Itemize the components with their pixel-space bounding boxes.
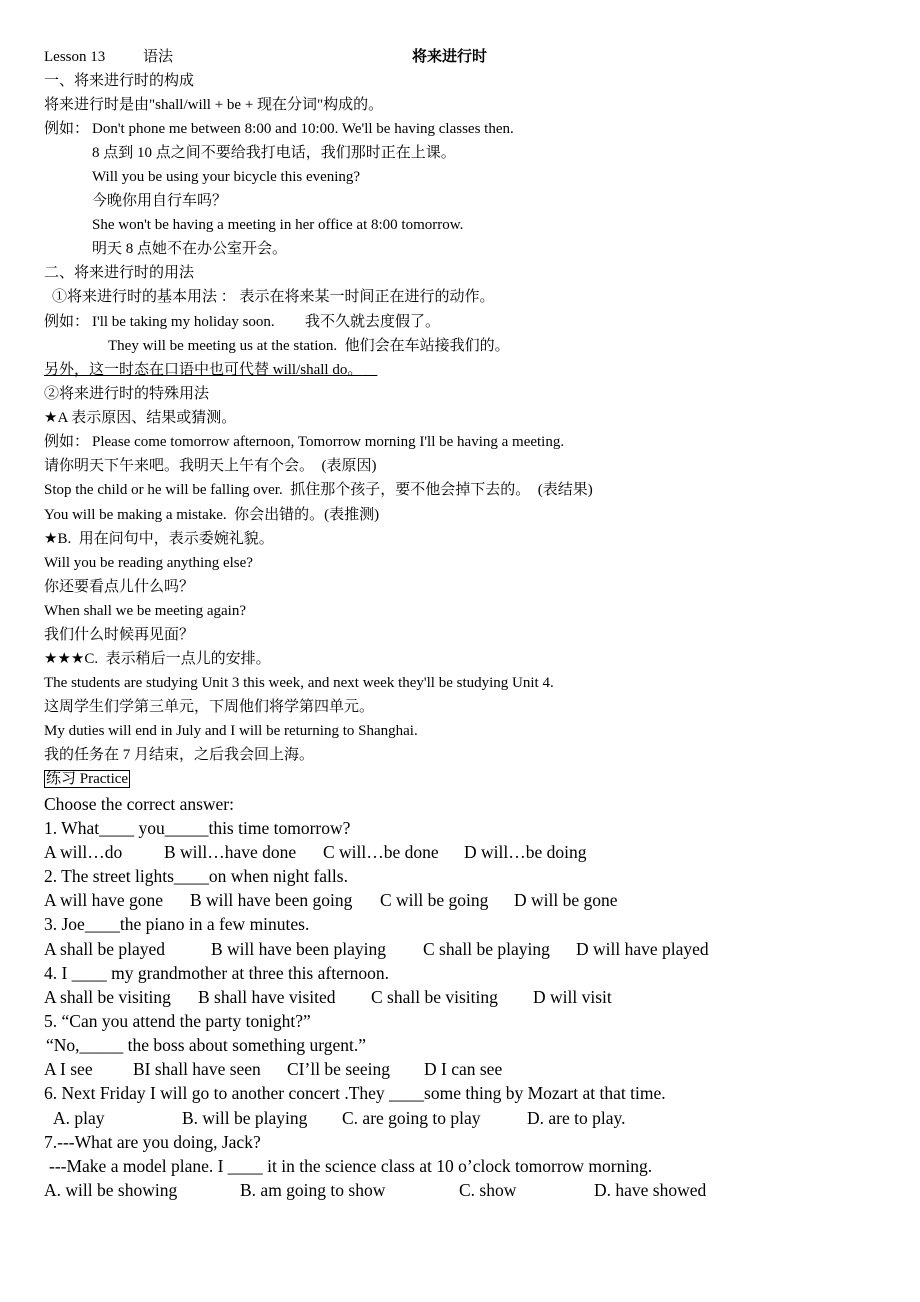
basic-usage: ①将来进行时的基本用法 ： 表示在将来某一时间正在进行的动作。 [52, 289, 495, 305]
usage-a-example-1-english: Please come tomorrow afternoon, Tomorrow morning I'll be having a meeting. [92, 434, 565, 450]
usage-b-example-1-english: Will you be reading anything else? [44, 555, 253, 571]
question-6: 6. Next Friday I will go to another concert .They ____some thing by Mozart at that time. [44, 1083, 666, 1103]
example-1-english: Don't phone me between 8:00 and 10:00. We'll be having classes then. [92, 121, 514, 137]
question-7-option-d: D. have showed [594, 1180, 707, 1200]
usage-b-heading: ★B. 用在问句中，表示委婉礼貌。 [44, 531, 274, 547]
example-3-english: She won't be having a meeting in her office at 8:00 tomorrow. [92, 217, 464, 233]
question-4-option-c: C shall be visiting [371, 987, 498, 1007]
usage-note-text: 另外，这一时态在口语中也可代替 will/shall do。 [44, 362, 363, 378]
example-3-chinese: 明天 8 点她不在办公室开会。 [92, 241, 288, 257]
lesson-label: Lesson 13 [44, 49, 106, 65]
question-4: 4. I ____ my grandmother at three this afternoon. [44, 963, 390, 983]
question-3-option-d: D will have played [576, 939, 709, 959]
question-5-line-2: “No,_____ the boss about something urgent.” [46, 1035, 366, 1055]
question-6-option-b: B. will be playing [182, 1108, 308, 1128]
section-1-definition: 将来进行时是由"shall/will + be + 现在分词"构成的。 [44, 97, 384, 113]
practice-label: 练习 Practice [46, 771, 129, 787]
example-4-chinese: 我不久就去度假了。 [305, 314, 441, 330]
section-2-heading: 二、将来进行时的用法 [44, 265, 195, 281]
question-1: 1. What____ you_____this time tomorrow? [44, 818, 351, 838]
question-7-line-2: ---Make a model plane. I ____ it in the science class at 10 o’clock tomorrow morning. [49, 1156, 653, 1176]
example-5: They will be meeting us at the station. 他们会在车站接我们的。 [108, 338, 510, 354]
question-1-option-b: B will…have done [164, 842, 297, 862]
topic-label: 语法 [143, 49, 174, 65]
practice-instruction: Choose the correct answer: [44, 794, 234, 814]
question-3-option-b: B will have been playing [211, 939, 386, 959]
usage-b-example-2-chinese: 我们什么时候再见面？ [44, 627, 195, 643]
usage-a-heading: ★A 表示原因、结果或猜测。 [44, 410, 237, 426]
usage-a-example-1-chinese: 请你明天下午来吧。我明天上午有个会。 (表原因) [44, 458, 377, 474]
usage-note-underline-tail [362, 362, 377, 378]
usage-c-example-1-chinese: 这周学生们学第三单元，下周他们将学第四单元。 [44, 699, 375, 715]
usage-c-example-1-english: The students are studying Unit 3 this week, and next week they'll be studying Unit 4. [44, 675, 554, 691]
question-2-option-d: D will be gone [514, 890, 618, 910]
example-1-label: 例如： [44, 121, 90, 137]
question-2-option-a: A will have gone [44, 890, 164, 910]
question-5-option-a: A I see [44, 1059, 93, 1079]
question-2-option-b: B will have been going [190, 890, 353, 910]
question-6-option-c: C. are going to play [342, 1108, 481, 1128]
question-3-option-a: A shall be played [44, 939, 166, 959]
question-4-option-d: D will visit [533, 987, 612, 1007]
example-4-label: 例如： [44, 314, 90, 330]
question-3: 3. Joe____the piano in a few minutes. [44, 914, 310, 934]
question-6-option-d: D. are to play. [527, 1108, 626, 1128]
special-usage-heading: ②将来进行时的特殊用法 [44, 386, 210, 402]
usage-a-example-2: Stop the child or he will be falling over. 抓住那个孩子，要不他会掉下去的。 (表结果) [44, 482, 593, 498]
question-4-option-b: B shall have visited [198, 987, 336, 1007]
question-4-option-a: A shall be visiting [44, 987, 171, 1007]
example-2-english: Will you be using your bicycle this evening? [92, 169, 361, 185]
question-7-option-a: A. will be showing [44, 1180, 178, 1200]
usage-b-example-2-english: When shall we be meeting again? [44, 603, 247, 619]
usage-c-example-2-english: My duties will end in July and I will be returning to Shanghai. [44, 723, 418, 739]
practice-section [44, 769, 130, 789]
page-title: 将来进行时 [412, 49, 488, 65]
question-2: 2. The street lights____on when night falls. [44, 866, 348, 886]
question-5-option-d: D I can see [424, 1059, 503, 1079]
question-3-option-c: C shall be playing [423, 939, 550, 959]
question-1-option-a: A will…do [44, 842, 123, 862]
question-1-option-c: C will…be done [323, 842, 439, 862]
usage-b-example-1-chinese: 你还要看点儿什么吗？ [44, 579, 195, 595]
example-4-english: I'll be taking my holiday soon. [92, 314, 275, 330]
section-1-heading: 一、将来进行时的构成 [44, 73, 195, 89]
question-5-line-1: 5. “Can you attend the party tonight?” [44, 1011, 311, 1031]
usage-a-example-3: You will be making a mistake. 你会出错的。(表推测) [44, 507, 380, 523]
question-5-option-b: BI shall have seen [133, 1059, 261, 1079]
usage-a-example-1-label: 例如： [44, 434, 90, 450]
usage-c-heading: ★★★C. 表示稍后一点儿的安排。 [44, 651, 271, 667]
question-7-option-c: C. show [459, 1180, 517, 1200]
question-1-option-d: D will…be doing [464, 842, 587, 862]
question-5-option-c: CI’ll be seeing [287, 1059, 391, 1079]
example-2-chinese: 今晚你用自行车吗？ [92, 193, 228, 209]
usage-c-example-2-chinese: 我的任务在 7 月结束，之后我会回上海。 [44, 747, 315, 763]
question-7-option-b: B. am going to show [240, 1180, 386, 1200]
usage-note [44, 360, 377, 380]
question-2-option-c: C will be going [380, 890, 489, 910]
question-7-line-1: 7.---What are you doing, Jack? [44, 1132, 261, 1152]
question-6-option-a: A. play [53, 1108, 105, 1128]
example-1-chinese: 8 点到 10 点之间不要给我打电话，我们那时正在上课。 [92, 145, 456, 161]
